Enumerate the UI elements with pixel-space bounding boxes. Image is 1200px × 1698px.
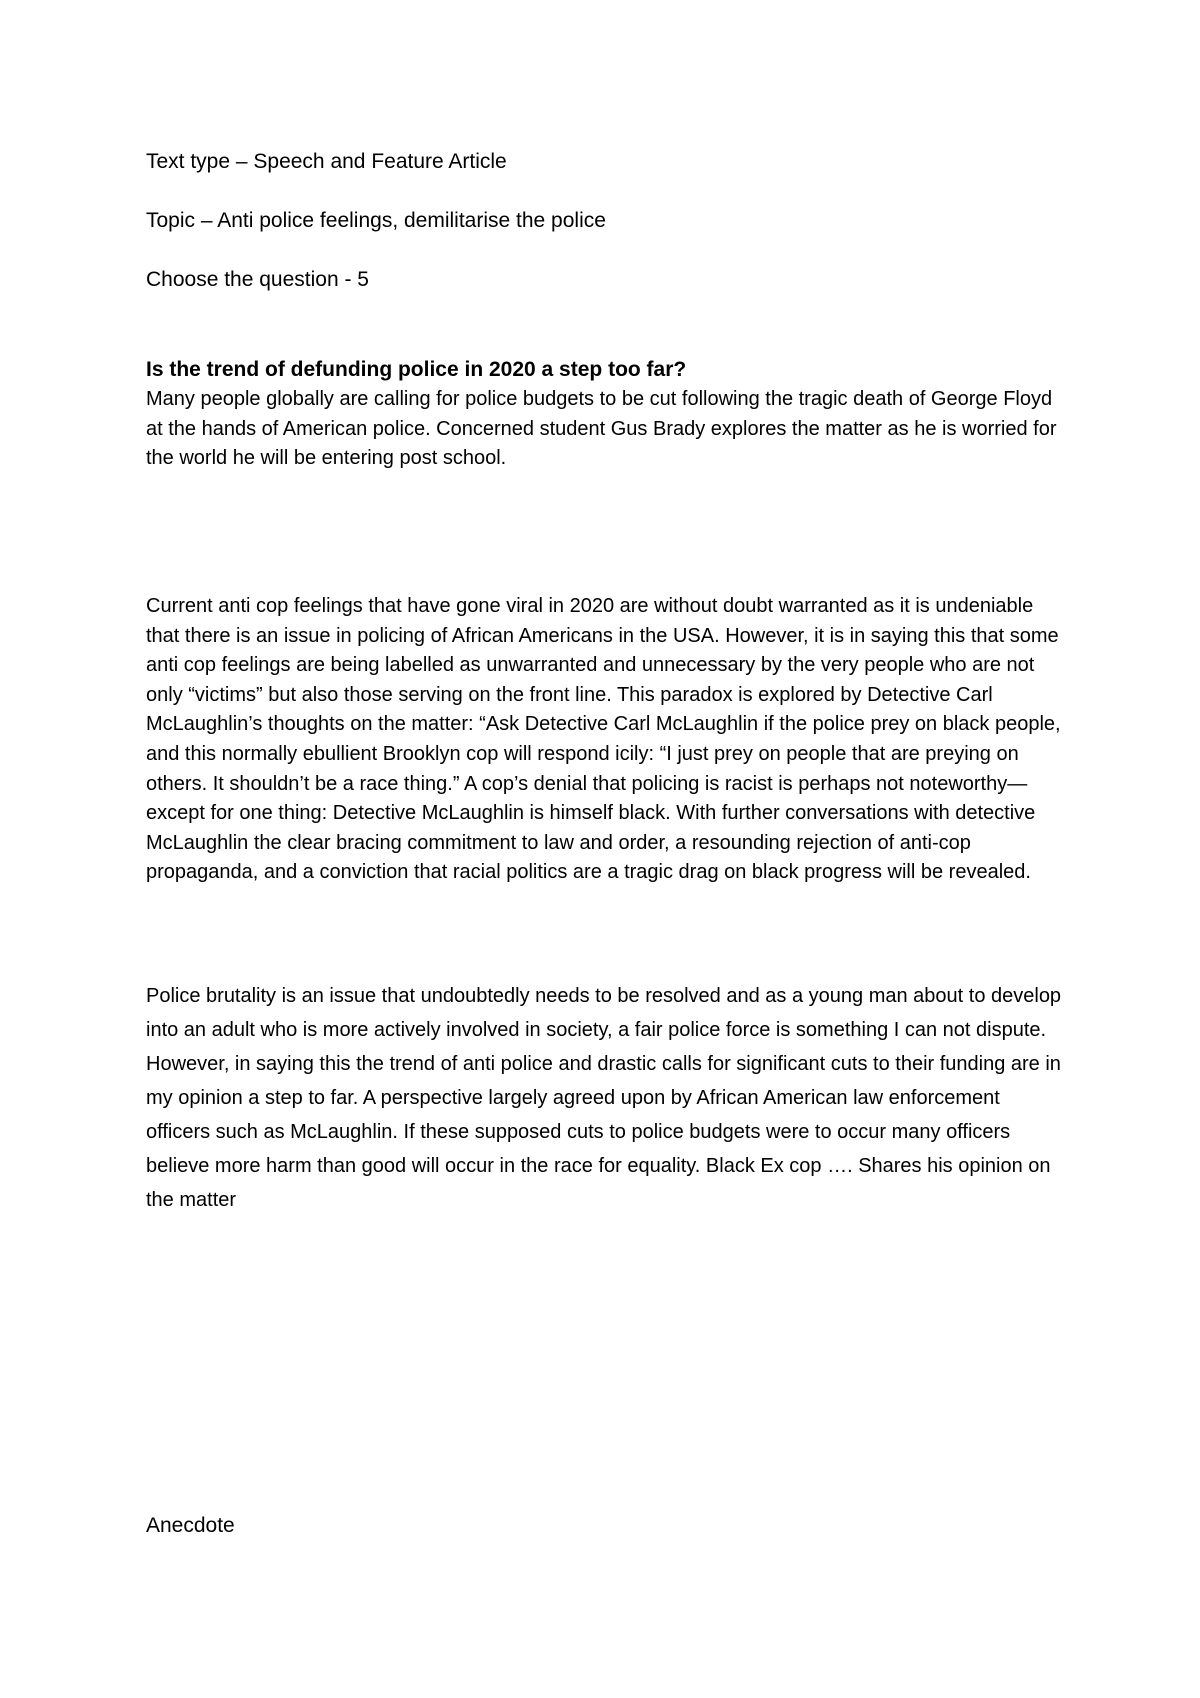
body-paragraph: Current anti cop feelings that have gone viral in 2020 are without doubt warranted as it is undeniable that there is an issue in policing of African Americans in the USA. However, it is in saying this that some anti cop feelings are being labelled as unwarranted and unnecessary by the very people who are not only “victims” but also those serving on the front line. This paradox is explored by Detective Carl McLaughlin’s thoughts on the matter: “Ask Detective Carl McLaughlin if the police prey on black people, and this normally ebullient Brooklyn cop will respond icily: “I just prey on people that are preying on others. It shouldn’t be a race thing.” A cop’s denial that policing is racist is perhaps not noteworthy—except for one thing: Detective McLaughlin is himself black. With further conversations with detective McLaughlin the clear bracing commitment to law and order, a resounding rejection of anti-cop propaganda, and a conviction that racial politics are a tragic drag on black progress will be revealed. — [146, 595, 1061, 884]
anecdote-label: Anecdote — [146, 1514, 235, 1537]
question-line: Choose the question - 5 — [146, 268, 369, 291]
body-paragraph: Police brutality is an issue that undoubtedly needs to be resolved and as a young man about to develop into an adult who is more actively involved in society, a fair police force is something I can not dispute. However, in saying this the trend of anti police and drastic calls for significant cuts to their funding are in my opinion a step to far. A perspective largely agreed upon by African American law enforcement officers such as McLaughlin. If these supposed cuts to police budgets were to occur many officers believe more harm than good will occur in the race for equality. Black Ex cop …. Shares his opinion on the matter — [146, 985, 1062, 1211]
text-type-line: Text type – Speech and Feature Article — [146, 150, 507, 173]
article-headline: Is the trend of defunding police in 2020 a step too far? — [146, 358, 687, 381]
topic-line: Topic – Anti police feelings, demilitarise the police — [146, 209, 606, 232]
article-standfirst: Many people globally are calling for police budgets to be cut following the tragic death of George Floyd at the hands of American police. Concerned student Gus Brady explores the matter as he is worried for the world he will be entering post school. — [146, 388, 1057, 470]
